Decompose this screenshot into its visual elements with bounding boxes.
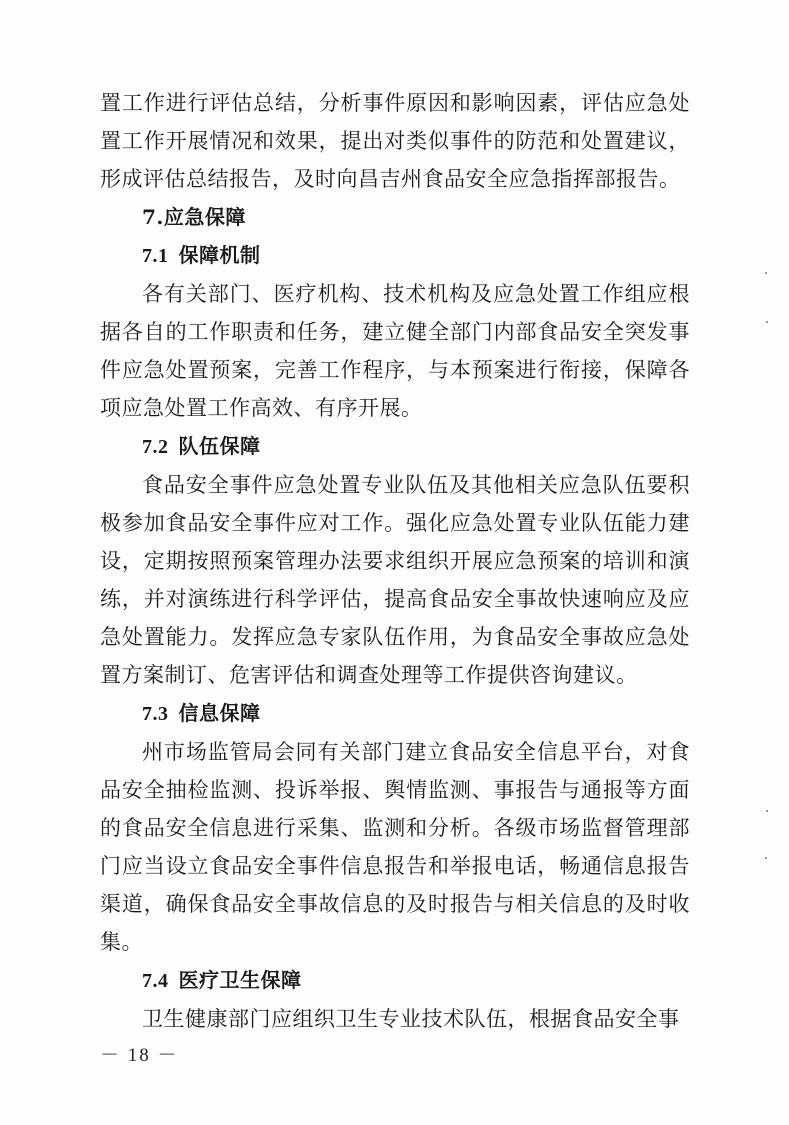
continued-paragraph: 置工作进行评估总结，分析事件原因和影响因素，评估应急处置工作开展情况和效果，提出对类似事件的防范和处置建议，形成评估总结报告，及时向昌吉州食品安全应急指挥部报告。 [100,91,690,191]
subsection-number: 7.4 [142,970,169,992]
subsection-heading-7-3 [100,694,690,733]
subsection-number: 7.1 [142,245,169,267]
subsection-paragraph-7-4: 卫生健康部门应组织卫生专业技术队伍，根据食品安全事 [142,1007,680,1031]
subsection-title: 医疗卫生保障 [178,968,302,992]
subsection-paragraph-7-1: 各有关部门、医疗机构、技术机构及应急处置工作组应根据各自的工作职责和任务，建立健全部门内部食品安全突发事件应急处置预案，完善工作程序，与本预案进行衔接，保障各项应急处置工作高效、有序开展。 [100,282,690,420]
scan-speck [766,321,768,323]
scan-speck [765,272,767,274]
page-number: － 18 － [100,1045,179,1066]
subsection-number: 7.2 [142,436,169,458]
subsection-paragraph-7-3: 州市场监管局会同有关部门建立食品安全信息平台，对食品安全抽检监测、投诉举报、舆情监测、事报告与通报等方面的食品安全信息进行采集、监测和分析。各级市场监督管理部门应当设立食品安全事件信息报告和举报电话，畅通信息报告渠道，确保食品安全事故信息的及时报告与相关信息的及时收集。 [100,740,690,954]
subsection-heading-7-4 [100,961,690,1000]
scan-speck [765,857,767,859]
subsection-number: 7.3 [142,703,169,725]
subsection-title: 队伍保障 [178,434,261,458]
subsection-heading-7-2 [100,427,690,466]
subsection-title: 信息保障 [178,701,261,725]
scan-speck [766,810,768,812]
subsection-title: 保障机制 [178,243,261,267]
document-body [100,84,690,1038]
section-heading: 7.应急保障 [142,205,246,229]
subsection-paragraph-7-2: 食品安全事件应急处置专业队伍及其他相关应急队伍要积极参加食品安全事件应对工作。强化应急处置专业队伍能力建设，定期按照预案管理办法要求组织开展应急预案的培训和演练，并对演练进行科学评估，提高食品安全事故快速响应及应急处置能力。发挥应急专家队伍作用，为食品安全事故应急处置方案制订、危害评估和调查处理等工作提供咨询建议。 [100,473,690,687]
subsection-heading-7-1 [100,236,690,275]
